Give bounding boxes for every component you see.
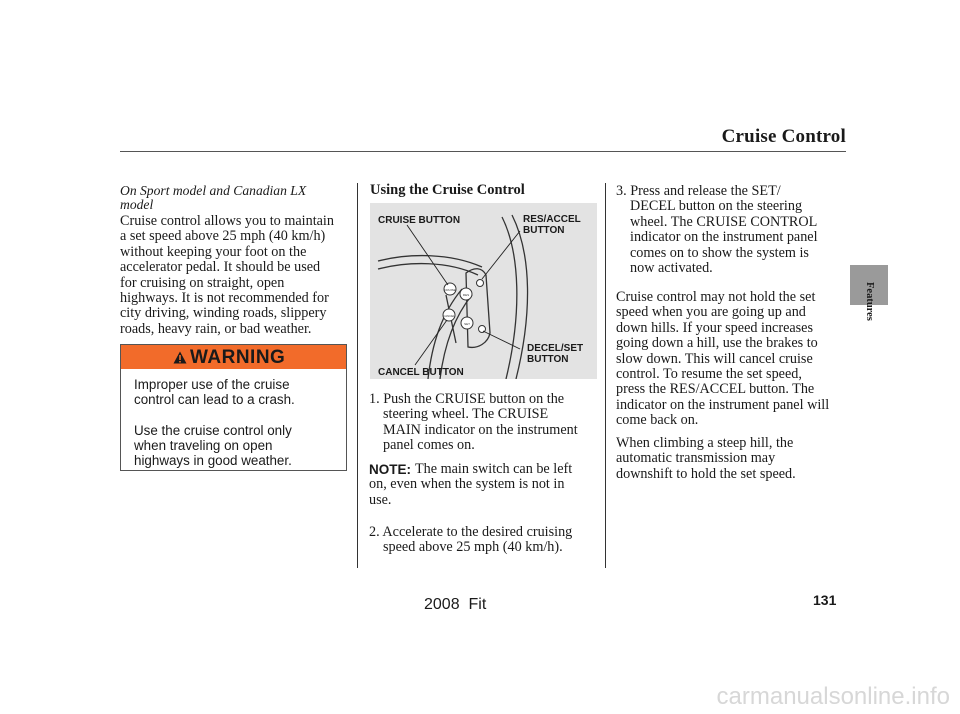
- model-note-line: On Sport model and Canadian LX: [120, 183, 307, 198]
- text-line: MAIN indicator on the instrument: [383, 421, 578, 438]
- res-button-text: RES: [462, 293, 470, 297]
- text-line: downshift to hold the set speed.: [616, 465, 796, 482]
- steering-wheel-diagram: [370, 203, 597, 379]
- text-line: highways. It is not recommended for: [120, 290, 329, 307]
- note-paragraph: [369, 462, 572, 508]
- text-line: going down a hill, use the brakes to: [616, 335, 818, 352]
- model-note-line: model: [120, 197, 154, 212]
- label-line: DECEL/SET: [527, 343, 584, 354]
- warning-triangle-icon: [173, 351, 187, 364]
- text-line: accelerator pedal. It should be used: [120, 259, 321, 276]
- cruise-button-label: CRUISE BUTTON: [378, 215, 461, 226]
- text-line: without keeping your foot on the: [120, 243, 307, 260]
- res-accel-button-label: [523, 214, 581, 236]
- text-line: Improper use of the cruise: [134, 377, 290, 392]
- text-line: speed when you are going up and: [616, 304, 806, 321]
- text-line: speed above 25 mph (40 km/h).: [383, 539, 563, 556]
- label-line: BUTTON: [527, 354, 569, 365]
- text-line: control can lead to a crash.: [134, 392, 295, 407]
- text-line: panel comes on.: [383, 437, 475, 454]
- text-line: a set speed above 25 mph (40 km/h): [120, 228, 326, 245]
- step-3: [616, 184, 818, 276]
- text-line: Use the cruise control only: [134, 423, 292, 438]
- page-title: Cruise Control: [721, 126, 846, 147]
- cruise-leader-line: [407, 225, 448, 285]
- text-line: wheel. The CRUISE CONTROL: [630, 213, 818, 230]
- text-line: slow down. This will cancel cruise: [616, 350, 813, 367]
- cancel-button-text: CANCEL: [442, 314, 456, 318]
- site-watermark: carmanualsonline.info: [716, 683, 950, 710]
- cancel-button-label: CANCEL BUTTON: [378, 367, 464, 378]
- text-line: Cruise control allows you to maintain: [120, 213, 334, 229]
- text-line: 2. Accelerate to the desired cruising: [369, 524, 573, 540]
- note-label: NOTE:: [369, 462, 411, 477]
- text-line: on, even when the system is not in: [369, 476, 565, 493]
- warning-banner: [121, 345, 346, 369]
- text-line: 1. Push the CRUISE button on the: [369, 391, 565, 407]
- warning-paragraph: [134, 377, 295, 407]
- text-line: DECEL button on the steering: [630, 198, 803, 215]
- text-line: indicator on the instrument panel: [630, 229, 818, 246]
- text-line: now activated.: [630, 260, 713, 277]
- text-line: indicator on the instrument panel will: [616, 396, 830, 413]
- footer-model-year: 2008 Fit: [424, 596, 487, 613]
- text-line: press the RES/ACCEL button. The: [616, 381, 815, 398]
- text-line: when traveling on open: [134, 438, 273, 453]
- warning-title: WARNING: [190, 347, 286, 368]
- text-line: Cruise control may not hold the set: [616, 289, 816, 305]
- text-line: down hills. If your speed increases: [616, 319, 813, 336]
- text-line: 3. Press and release the SET/: [616, 183, 781, 199]
- text-line: come back on.: [616, 412, 699, 429]
- cruise-hold-paragraph: [616, 290, 829, 429]
- text-line: city driving, winding roads, slippery: [120, 305, 327, 322]
- text-line: automatic transmission may: [616, 450, 776, 467]
- intro-paragraph: [120, 214, 334, 337]
- text-line: When climbing a steep hill, the: [616, 435, 794, 451]
- label-line: RES/ACCEL: [523, 214, 581, 225]
- column-divider-left: [357, 183, 358, 568]
- text-line: use.: [369, 491, 392, 508]
- text-line: control. To resume the set speed,: [616, 366, 802, 383]
- text-line: steering wheel. The CRUISE: [383, 406, 549, 423]
- label-line: BUTTON: [523, 225, 565, 236]
- cruise-button-text: CRUISE: [444, 288, 456, 292]
- page-number: 131: [813, 592, 837, 608]
- model-note: [120, 184, 306, 212]
- column-divider-right: [605, 183, 606, 568]
- section-heading: Using the Cruise Control: [370, 182, 525, 198]
- text-line: for cruising on straight, open: [120, 274, 285, 291]
- decel-set-button-label: [527, 343, 583, 365]
- header-divider: [120, 151, 846, 152]
- text-line: The main switch can be left: [415, 461, 573, 477]
- side-tab-label: Features: [864, 281, 875, 321]
- text-line: comes on to show the system is: [630, 244, 809, 261]
- set-button-text: SET: [464, 322, 470, 326]
- warning-box: [120, 344, 347, 471]
- step-2: [369, 525, 572, 556]
- step-1: [369, 392, 578, 454]
- steep-hill-paragraph: [616, 436, 796, 482]
- text-line: roads, heavy rain, or bad weather.: [120, 320, 312, 337]
- warning-paragraph: [134, 423, 292, 468]
- text-line: highways in good weather.: [134, 453, 292, 468]
